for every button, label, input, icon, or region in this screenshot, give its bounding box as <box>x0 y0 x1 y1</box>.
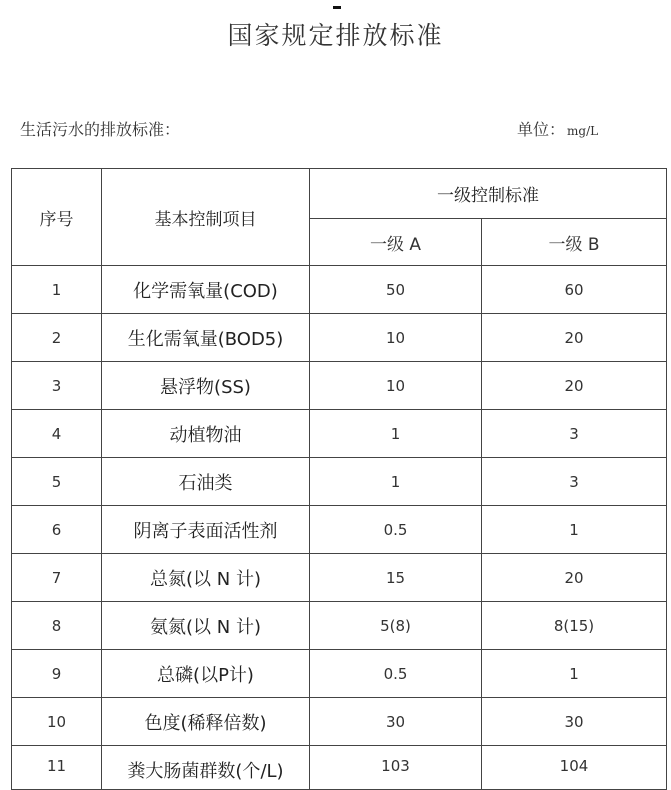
row-index: 10 <box>12 698 102 746</box>
row-level-a: 15 <box>310 554 482 602</box>
header-level-b: 一级 B <box>482 219 667 266</box>
row-item: 粪大肠菌群数(个/L) <box>102 746 310 790</box>
table-row <box>12 410 667 458</box>
row-level-a: 10 <box>310 314 482 362</box>
row-index: 1 <box>12 266 102 314</box>
row-level-b: 20 <box>482 362 667 410</box>
header-item: 基本控制项目 <box>102 169 310 266</box>
row-index: 6 <box>12 506 102 554</box>
row-index: 7 <box>12 554 102 602</box>
row-level-a: 1 <box>310 410 482 458</box>
top-mark <box>333 6 341 9</box>
row-index: 3 <box>12 362 102 410</box>
row-item: 生化需氧量(BOD5) <box>102 314 310 362</box>
unit-value: mg/L <box>567 124 599 138</box>
row-level-b: 1 <box>482 506 667 554</box>
row-level-b: 1 <box>482 650 667 698</box>
row-item: 总氮(以 N 计) <box>102 554 310 602</box>
row-level-b: 3 <box>482 410 667 458</box>
row-item: 氨氮(以 N 计) <box>102 602 310 650</box>
table-caption: 生活污水的排放标准： <box>20 120 181 139</box>
row-index: 2 <box>12 314 102 362</box>
header-index: 序号 <box>12 169 102 266</box>
row-index: 5 <box>12 458 102 506</box>
standards-table <box>11 168 667 790</box>
row-level-a: 1 <box>310 458 482 506</box>
document-title: 国家规定排放标准 <box>227 21 444 50</box>
header-group: 一级控制标准 <box>310 169 667 219</box>
row-level-a: 5(8) <box>310 602 482 650</box>
table-row <box>12 602 667 650</box>
row-index: 11 <box>12 746 102 790</box>
table-body <box>12 266 667 790</box>
row-level-a: 0.5 <box>310 650 482 698</box>
unit-label-text: 单位： <box>517 120 566 139</box>
row-item: 阴离子表面活性剂 <box>102 506 310 554</box>
row-item: 动植物油 <box>102 410 310 458</box>
table-row <box>12 362 667 410</box>
row-level-b: 3 <box>482 458 667 506</box>
table-row <box>12 266 667 314</box>
row-level-b: 30 <box>482 698 667 746</box>
row-item: 化学需氧量(COD) <box>102 266 310 314</box>
table-row <box>12 650 667 698</box>
table-row <box>12 314 667 362</box>
row-item: 悬浮物(SS) <box>102 362 310 410</box>
row-level-a: 30 <box>310 698 482 746</box>
table-row <box>12 554 667 602</box>
row-level-b: 60 <box>482 266 667 314</box>
table-row <box>12 746 667 790</box>
table-row <box>12 458 667 506</box>
row-item: 色度(稀释倍数) <box>102 698 310 746</box>
row-level-a: 10 <box>310 362 482 410</box>
row-index: 8 <box>12 602 102 650</box>
row-item: 石油类 <box>102 458 310 506</box>
row-level-a: 50 <box>310 266 482 314</box>
table-header-row <box>12 169 667 219</box>
row-level-a: 103 <box>310 746 482 790</box>
row-level-b: 20 <box>482 554 667 602</box>
row-index: 9 <box>12 650 102 698</box>
row-level-a: 0.5 <box>310 506 482 554</box>
row-level-b: 8(15) <box>482 602 667 650</box>
unit-label <box>517 117 598 140</box>
row-index: 4 <box>12 410 102 458</box>
header-level-a: 一级 A <box>310 219 482 266</box>
table-row <box>12 698 667 746</box>
table-row <box>12 506 667 554</box>
row-item: 总磷(以P计) <box>102 650 310 698</box>
row-level-b: 104 <box>482 746 667 790</box>
row-level-b: 20 <box>482 314 667 362</box>
